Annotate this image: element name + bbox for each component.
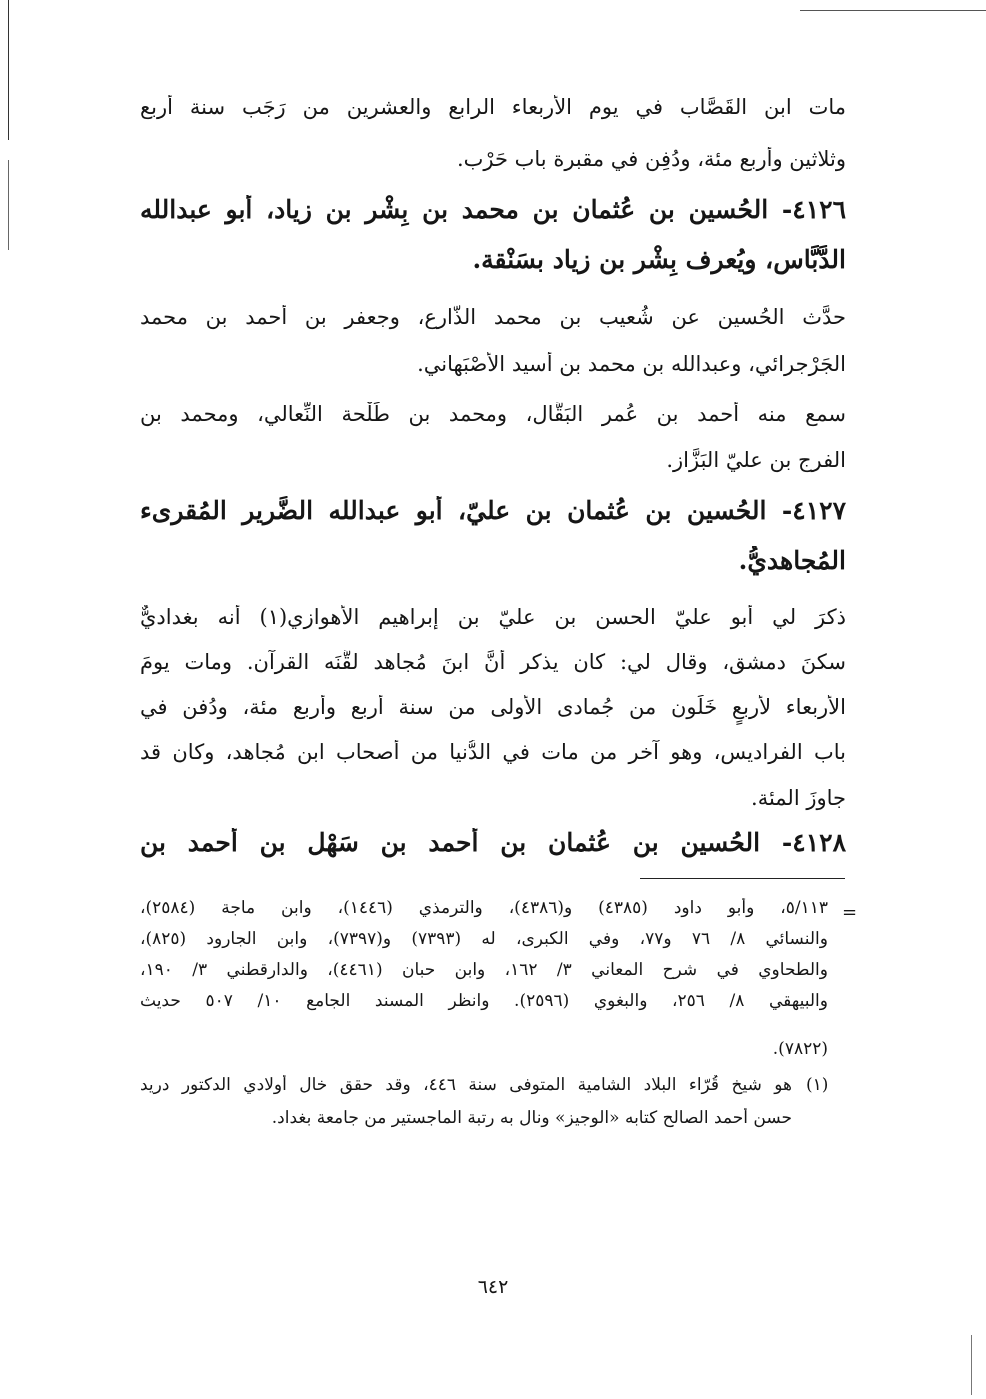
entry-heading-4128: ٤١٢٨- الحُسين بن عُثمان بن أحمد بن سَهْل بن أحمد بن <box>140 828 846 857</box>
footnote-1-marker: (١) <box>806 1075 829 1095</box>
entry-heading-4127: ٤١٢٧- الحُسين بن عُثمان بن عليّ، أبو عبدالله الضَّرير المُقرىء <box>140 496 846 525</box>
body-line: مات ابن القَصَّاب في يوم الأربعاء الرابع والعشرين من رَجَب سنة أربع <box>140 95 846 119</box>
footnote-line: والبيهقي ٨/ ٢٥٦، والبغوي (٢٥٩٦). وانظر المسند الجامع ١٠/ ٥٠٧ حديث <box>140 991 828 1011</box>
page-number: ٦٤٢ <box>477 1276 509 1298</box>
scan-artifact-left-edge-lower <box>8 160 9 250</box>
footnote-line: ٥/١١٣، وأبو داود (٤٣٨٥) و(٤٣٨٦)، والترمذي (١٤٤٦)، وابن ماجة (٢٥٨٤)، <box>140 898 828 918</box>
body-line: الفرج بن عليّ البَزَّاز. <box>666 448 846 472</box>
footnote-separator <box>640 878 845 879</box>
body-line: ذكرَ لي أبو عليّ الحسن بن عليّ بن إبراهيم الأهوازي(١) أنه بغداديٌّ <box>140 605 846 629</box>
footnote-line: والطحاوي في شرح المعاني ٣/ ١٦٢، وابن حبان (٤٤٦١)، والدارقطني ٣/ ١٩٠، <box>140 960 828 980</box>
footnote-1-line: هو شيخ قُرّاء البلاد الشامية المتوفى سنة ٤٤٦، وقد حقق خال أولادي الدكتور دريد <box>140 1075 792 1095</box>
scan-artifact-left-edge <box>8 0 9 140</box>
scan-artifact-top-line <box>800 10 986 11</box>
scan-artifact-right-edge <box>971 1335 972 1395</box>
footnote-1-line: حسن أحمد الصالح كتابه «الوجيز» ونال به رتبة الماجستير من جامعة بغداد. <box>271 1108 792 1128</box>
footnote-continued-marker: = <box>842 902 858 923</box>
entry-heading-4126-cont: الدَّبَّاس، ويُعرف بِشْر بن زياد بسَنْقة. <box>472 245 846 274</box>
body-line: الأربعاء لأربعٍ خَلَون من جُمادى الأولى من سنة أربع وأربع مئة، ودُفن في <box>140 695 846 719</box>
body-line: وثلاثين وأربع مئة، ودُفِن في مقبرة باب حَرْب. <box>456 147 846 171</box>
body-line: جاوزَ المئة. <box>751 786 846 810</box>
entry-heading-4127-cont: المُجاهديُّ. <box>738 546 846 575</box>
footnote-line: (٧٨٢٢). <box>772 1039 828 1059</box>
body-line: الجَرْجرائي، وعبدالله بن محمد بن أسيد الأصْبَهاني. <box>417 352 846 376</box>
body-line: باب الفراديس، وهو آخر من مات في الدُّنيا من أصحاب ابن مُجاهد، وكان قد <box>140 740 846 764</box>
body-line: سكنَ دمشق، وقال لي: كان يذكر أنَّ ابنَ مُجاهد لقَّنَه القرآن. ومات يومَ <box>140 650 846 674</box>
body-line: حدَّث الحُسين عن شُعيب بن محمد الذَّارع، وجعفر بن أحمد بن محمد <box>140 305 846 329</box>
body-line: سمع منه أحمد بن عُمر البَقَّال، ومحمد بن طَلْحة النِّعالي، ومحمد بن <box>140 402 846 426</box>
entry-heading-4126: ٤١٢٦- الحُسين بن عُثمان بن محمد بن بِشْر بن زياد، أبو عبدالله <box>140 195 846 224</box>
footnote-line: والنسائي ٨/ ٧٦ و٧٧، وفي الكبرى، له (٧٣٩٣) و(٧٣٩٧)، وابن الجارود (٨٢٥)، <box>140 929 828 949</box>
